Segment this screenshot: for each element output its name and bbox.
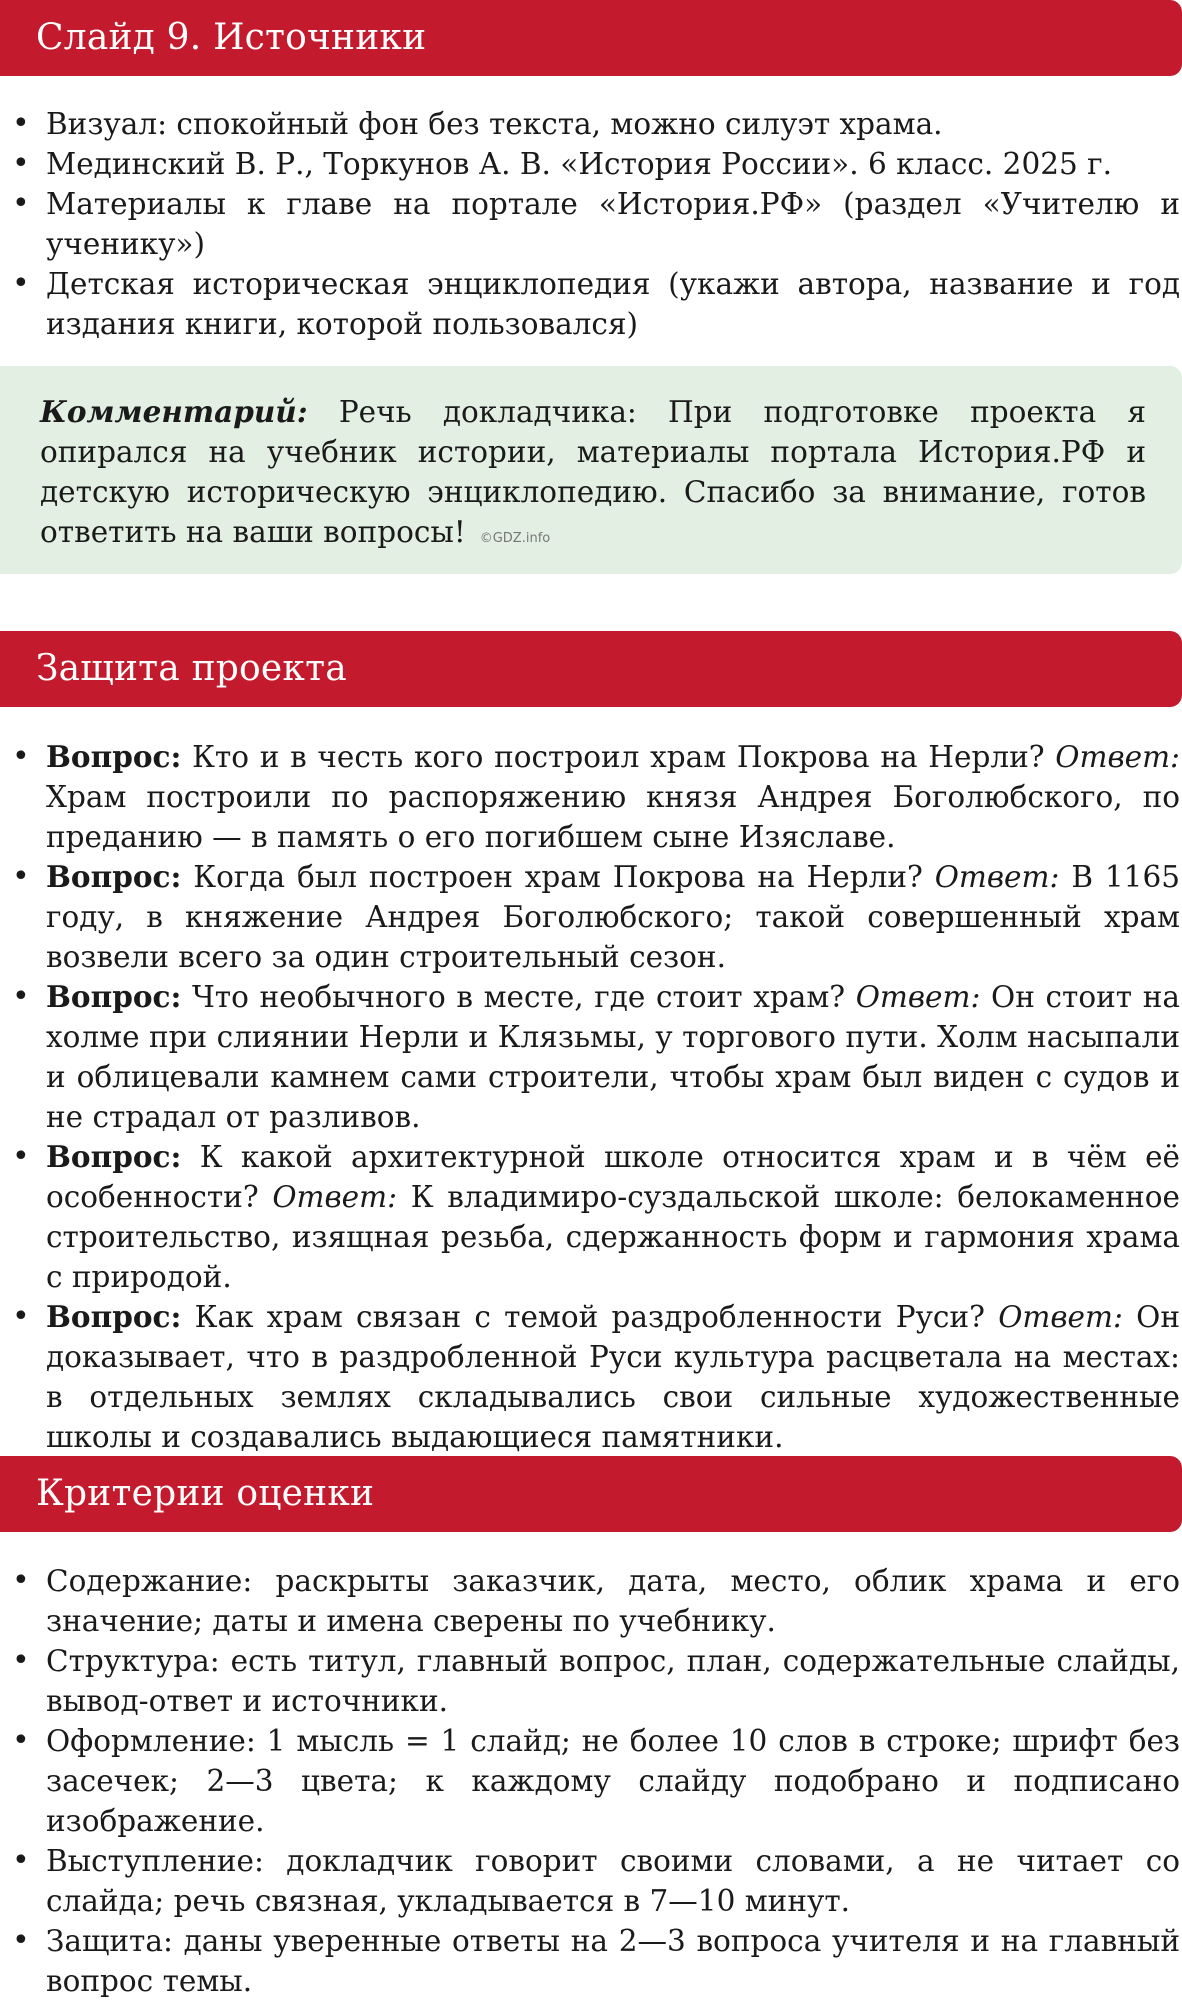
list-item: • Детская историческая энциклопедия (укажи автора, название и год издания книги, которой пользовался) <box>10 264 1180 344</box>
question-text: Что необычного в месте, где стоит храм? <box>191 980 846 1014</box>
sources-header: Слайд 9. Источники <box>0 0 1182 76</box>
question-label: Вопрос: <box>46 1299 182 1334</box>
comment-text: Речь докладчика: При подготовке проекта я опирался на учебник истории, материалы портала История.РФ и детскую историческую энциклопедию. Спасибо за внимание, готов ответить на ваши вопросы! <box>40 395 1146 549</box>
question-label: Вопрос: <box>46 739 182 774</box>
answer-label: Ответ: <box>934 860 1060 894</box>
criteria-list <box>10 1561 1180 2001</box>
answer-label: Ответ: <box>855 980 981 1014</box>
question-text: К какой архитектурной школе относится храм и в чём её особенности? <box>46 1140 1180 1214</box>
list-item: • Содержание: раскрыты заказчик, дата, место, облик храма и его значение; даты и имена сверены по учебнику. <box>10 1561 1180 1641</box>
question-text: Кто и в честь кого построил храм Покрова на Нерли? <box>192 740 1045 774</box>
list-item: • Визуал: спокойный фон без текста, можно силуэт храма. <box>10 104 1180 144</box>
criteria-header: Критерии оценки <box>0 1456 1182 1532</box>
question-label: Вопрос: <box>46 979 182 1014</box>
qa-item <box>10 857 1180 977</box>
list-item: • Структура: есть титул, главный вопрос, план, содержательные слайды, вывод-ответ и источники. <box>10 1641 1180 1721</box>
answer-text: К владимиро-суздальской школе: белокаменное строительство, изящная резьба, сдержанность форм и гармония храма с природой. <box>46 1180 1180 1294</box>
answer-text: Храм построили по распоряжению князя Андрея Боголюбского, по преданию — в память о его погибшем сыне Изяславе. <box>46 780 1180 854</box>
list-item: • Материалы к главе на портале «История.РФ» (раздел «Учителю и ученику») <box>10 184 1180 264</box>
answer-text: Он доказывает, что в раздробленной Руси культура расцветала на местах: в отдельных землях складывались свои сильные художественные школы и создавались выдающиеся памятники. <box>46 1300 1181 1454</box>
comment-label: Комментарий: <box>40 394 308 429</box>
answer-text: Он стоит на холме при слиянии Нерли и Клязьмы, у торгового пути. Холм насыпали и облицевали камнем сами строители, чтобы храм был виден с судов и не страдал от разливов. <box>46 980 1180 1134</box>
qa-item <box>10 1137 1180 1297</box>
list-item: • Мединский В. Р., Торкунов А. В. «История России». 6 класс. 2025 г. <box>10 144 1180 184</box>
answer-label: Ответ: <box>272 1180 398 1214</box>
question-text: Когда был построен храм Покрова на Нерли? <box>193 860 923 894</box>
defense-header: Защита проекта <box>0 631 1182 707</box>
question-label: Вопрос: <box>46 859 182 894</box>
list-item: • Защита: даны уверенные ответы на 2—3 вопроса учителя и на главный вопрос темы. <box>10 1921 1180 2001</box>
answer-text: В 1165 году, в княжение Андрея Боголюбского; такой совершенный храм возвели всего за один строительный сезон. <box>46 860 1180 974</box>
defense-list <box>10 737 1180 1457</box>
qa-item <box>10 737 1180 857</box>
question-text: Как храм связан с темой раздробленности Руси? <box>194 1300 985 1334</box>
qa-item <box>10 977 1180 1137</box>
copyright-mark: ©GDZ.info <box>479 531 551 546</box>
qa-item <box>10 1297 1180 1457</box>
comment-box <box>0 366 1182 574</box>
sources-list <box>10 104 1180 344</box>
answer-label: Ответ: <box>1055 740 1180 774</box>
list-item: • Оформление: 1 мысль = 1 слайд; не более 10 слов в строке; шрифт без засечек; 2—3 цвета; к каждому слайду подобрано и подписано изображение. <box>10 1721 1180 1841</box>
question-label: Вопрос: <box>46 1139 182 1174</box>
answer-label: Ответ: <box>998 1300 1123 1334</box>
list-item: • Выступление: докладчик говорит своими словами, а не читает со слайда; речь связная, укладывается в 7—10 минут. <box>10 1841 1180 1921</box>
